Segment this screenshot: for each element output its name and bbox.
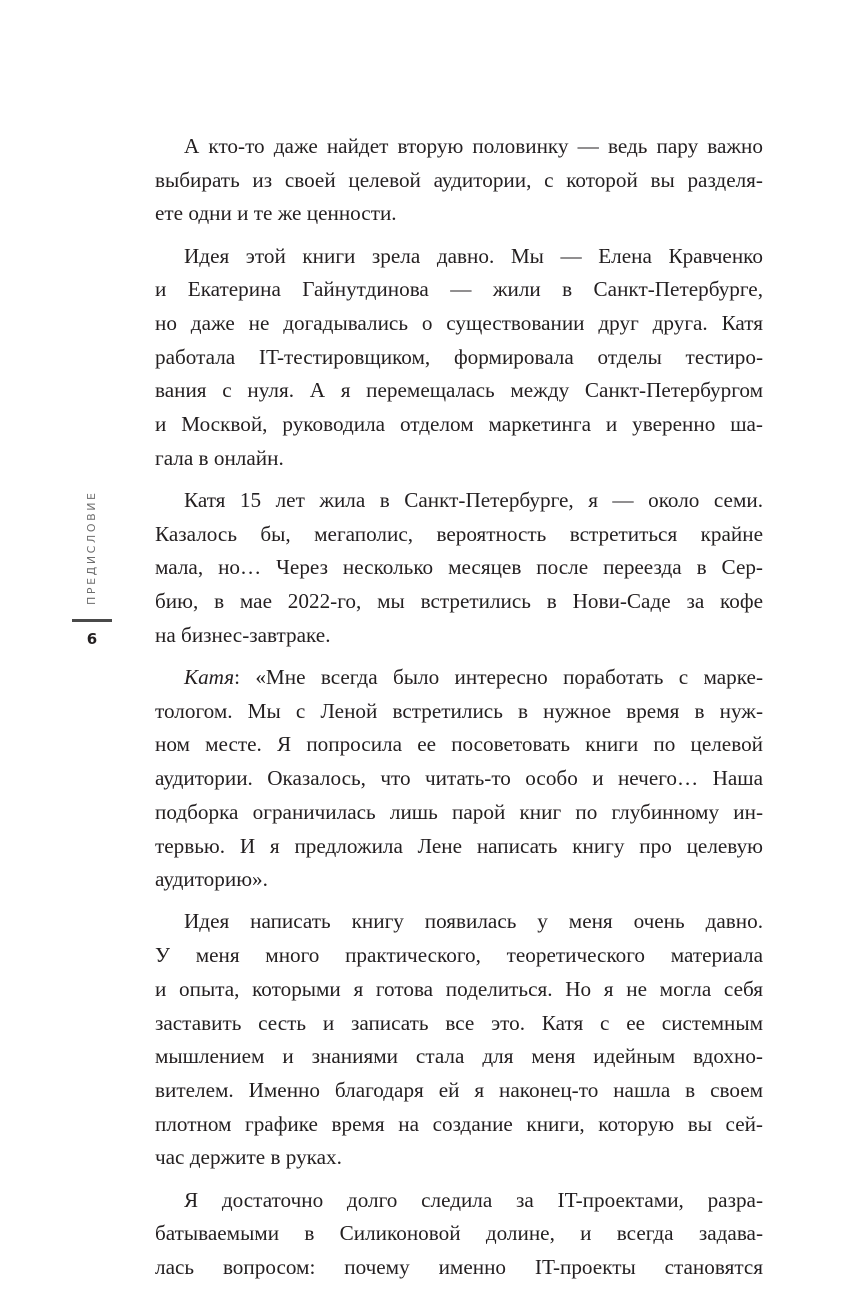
text-line: и Москвой, руководила отделом маркетинга и уверенно ша- <box>155 412 763 437</box>
text-line: Катя 15 лет жила в Санкт-Петербурге, я — около семи. <box>184 488 763 513</box>
text-line: У меня много практического, теоретического материала <box>155 943 763 968</box>
text-line: бию, в мае 2022-го, мы встретились в Нови-Саде за кофе <box>155 589 763 614</box>
text-line: А кто-то даже найдет вторую половинку — ведь пару важно <box>184 134 763 158</box>
text-line: и опыта, которыми я готова поделиться. Но я не могла себя <box>155 976 763 1001</box>
text-line: и Екатерина Гайнутдинова — жили в Санкт-Петербурге, <box>155 277 763 302</box>
text-line: лась вопросом: почему именно IT-проекты становятся <box>155 1255 763 1279</box>
speaker-name: Катя <box>184 665 235 690</box>
paragraph <box>155 130 763 231</box>
text-line: Идея этой книги зрела давно. Мы — Елена Кравченко <box>184 243 763 268</box>
text-line: аудиторию». <box>155 867 268 892</box>
text-line: Казалось бы, мегаполис, вероятность встретиться крайне <box>155 521 763 546</box>
page-number: 6 <box>86 630 98 648</box>
text-line: вителем. Именно благодаря ей я наконец-то нашла в своем <box>155 1077 763 1102</box>
text-line: час держите в руках. <box>155 1145 342 1170</box>
text-line: тологом. Мы с Леной встретились в нужное время в нуж- <box>155 698 763 723</box>
running-section-label: ПРЕДИСЛОВИЕ <box>85 490 98 605</box>
text-line: мала, но… Через несколько месяцев после переезда в Сер- <box>155 555 763 580</box>
speaker-quote-start: : «Мне всегда было интересно поработать с марке- <box>234 665 763 690</box>
text-line: заставить сесть и записать все это. Катя с ее системным <box>155 1010 763 1035</box>
text-line: ете одни и те же ценности. <box>155 201 397 226</box>
paragraph <box>155 661 763 897</box>
text-line: подборка ограничилась лишь парой книг по глубинному ин- <box>155 799 763 824</box>
text-line: тервью. И я предложила Лене написать книгу про целевую <box>155 833 763 858</box>
text-line: вания с нуля. А я перемещалась между Санкт-Петербургом <box>155 378 763 403</box>
text-line: но даже не догадывались о существовании друг друга. Катя <box>155 311 763 336</box>
paragraph <box>155 240 763 476</box>
text-line: гала в онлайн. <box>155 445 284 470</box>
text-line: Идея написать книгу появилась у меня очень давно. <box>184 909 763 934</box>
text-line: работала IT-тестировщиком, формировала отделы тестиро- <box>155 344 763 369</box>
text-line <box>155 661 763 695</box>
text-line: мышлением и знаниями стала для меня идейным вдохно- <box>155 1044 763 1069</box>
text-line: аудитории. Оказалось, что читать-то особо и нечего… Наша <box>155 766 763 791</box>
page-number-rule <box>72 619 112 622</box>
paragraph <box>155 1184 763 1285</box>
text-line: выбирать из своей целевой аудитории, с которой вы разделя- <box>155 167 763 192</box>
body-text <box>155 130 763 1293</box>
text-line: батываемыми в Силиконовой долине, и всегда задава- <box>155 1221 763 1246</box>
text-line: ном месте. Я попросила ее посоветовать книги по целевой <box>155 732 763 757</box>
paragraph <box>155 484 763 653</box>
text-line: плотном графике время на создание книги, которую вы сей- <box>155 1111 763 1136</box>
text-line: на бизнес-завтраке. <box>155 622 331 647</box>
paragraph <box>155 905 763 1175</box>
text-line: Я достаточно долго следила за IT-проектами, разра- <box>184 1187 763 1212</box>
